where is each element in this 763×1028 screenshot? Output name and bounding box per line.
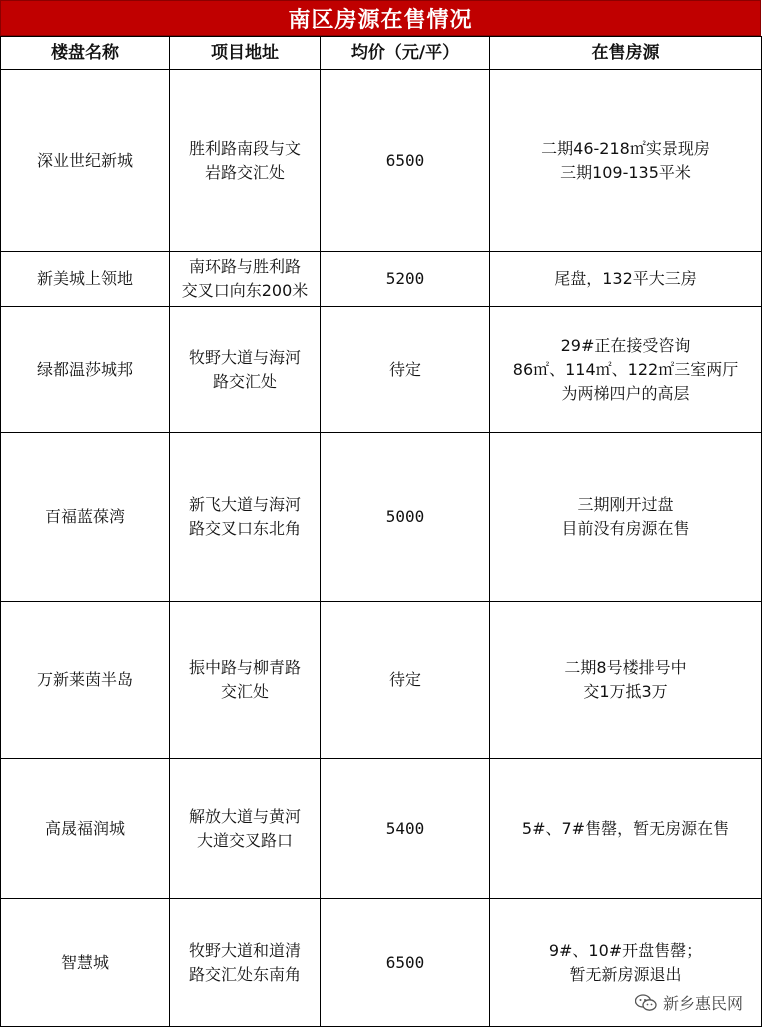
header-price: 均价（元/平） (321, 37, 490, 70)
cell-listing: 二期46-218㎡实景现房 三期109-135平米 (490, 70, 762, 252)
cell-name: 智慧城 (1, 899, 170, 1027)
cell-listing: 三期刚开过盘 目前没有房源在售 (490, 433, 762, 602)
cell-name: 高晟福润城 (1, 759, 170, 899)
cell-name: 新美城上领地 (1, 252, 170, 307)
title-bar (0, 0, 761, 36)
header-listing: 在售房源 (490, 37, 762, 70)
cell-address: 牧野大道和道清 路交汇处东南角 (170, 899, 321, 1027)
cell-address: 牧野大道与海河 路交汇处 (170, 307, 321, 433)
cell-address: 新飞大道与海河 路交叉口东北角 (170, 433, 321, 602)
cell-listing: 9#、10#开盘售罄； 暂无新房源退出 (490, 899, 762, 1027)
table-row (1, 759, 762, 899)
wechat-icon (635, 994, 657, 1012)
table-row (1, 252, 762, 307)
cell-name: 绿都温莎城邦 (1, 307, 170, 433)
cell-address: 胜利路南段与文 岩路交汇处 (170, 70, 321, 252)
cell-price: 6500 (321, 899, 490, 1027)
cell-address: 振中路与柳青路 交汇处 (170, 602, 321, 759)
table-row (1, 70, 762, 252)
listing-table (0, 36, 762, 1027)
table-row (1, 307, 762, 433)
cell-price: 6500 (321, 70, 490, 252)
cell-listing: 二期8号楼排号中 交1万抵3万 (490, 602, 762, 759)
header-row (1, 37, 762, 70)
cell-name: 万新莱茵半岛 (1, 602, 170, 759)
table-row (1, 433, 762, 602)
table-row (1, 602, 762, 759)
watermark (635, 991, 743, 1014)
cell-listing: 尾盘，132平大三房 (490, 252, 762, 307)
cell-name: 百福蓝葆湾 (1, 433, 170, 602)
cell-price: 待定 (321, 602, 490, 759)
cell-address: 解放大道与黄河 大道交叉路口 (170, 759, 321, 899)
header-address: 项目地址 (170, 37, 321, 70)
cell-price: 5400 (321, 759, 490, 899)
cell-price: 5000 (321, 433, 490, 602)
page-title: 南区房源在售情况 (288, 6, 473, 33)
cell-address: 南环路与胜利路 交叉口向东200米 (170, 252, 321, 307)
cell-listing: 29#正在接受咨询 86㎡、114㎡、122㎡三室两厅 为两梯四户的高层 (490, 307, 762, 433)
header-name: 楼盘名称 (1, 37, 170, 70)
watermark-text: 新乡惠民网 (662, 994, 743, 1013)
cell-price: 待定 (321, 307, 490, 433)
cell-price: 5200 (321, 252, 490, 307)
cell-name: 深业世纪新城 (1, 70, 170, 252)
cell-listing: 5#、7#售罄，暂无房源在售 (490, 759, 762, 899)
